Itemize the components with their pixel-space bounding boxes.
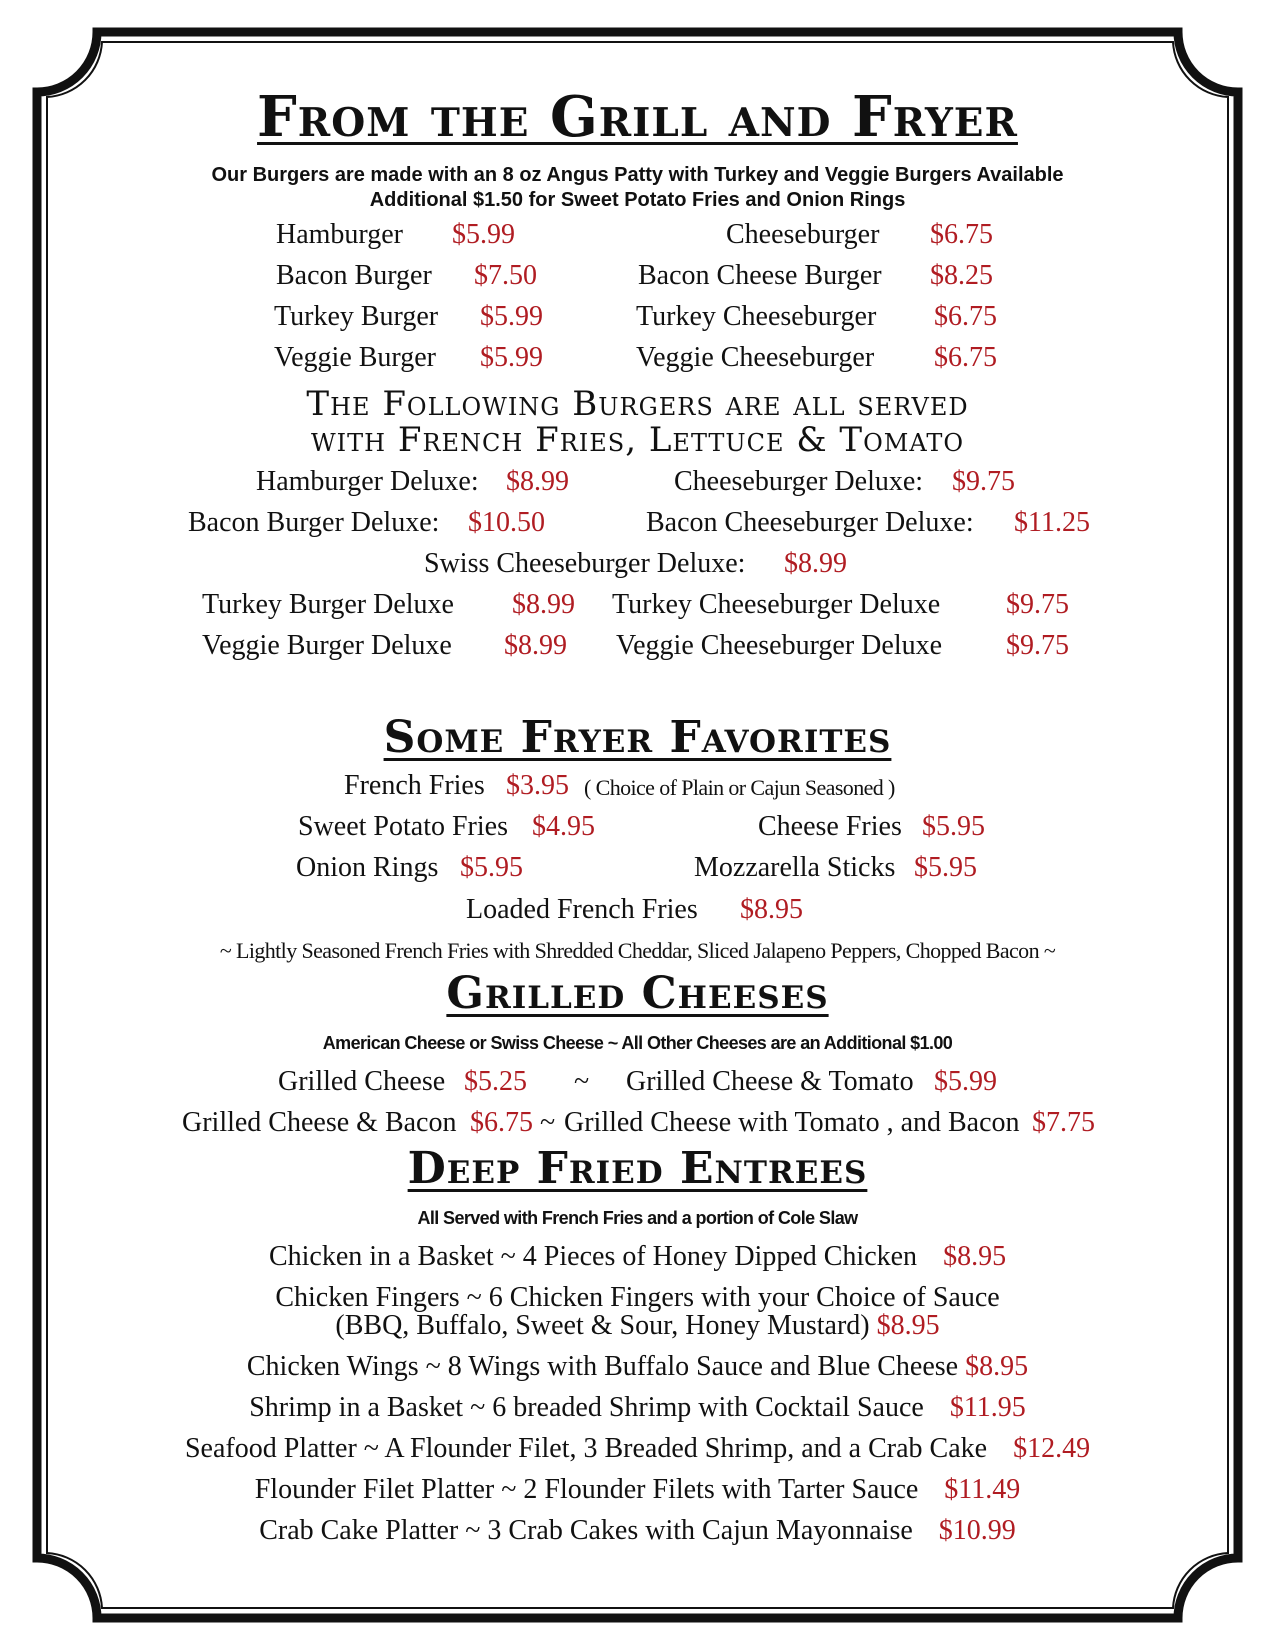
menu-item-name: French Fries xyxy=(344,770,485,801)
menu-item-name: Grilled Cheese xyxy=(278,1066,446,1097)
menu-item-price: $10.50 xyxy=(468,507,545,538)
entree-item-continued xyxy=(0,1310,1275,1342)
menu-item-price: $6.75 xyxy=(934,301,997,332)
menu-item-name: Bacon Cheeseburger Deluxe: xyxy=(646,507,974,538)
menu-item-name: Mozzarella Sticks xyxy=(694,852,896,883)
menu-item-price: $5.95 xyxy=(914,852,977,883)
menu-item-price: $5.99 xyxy=(480,342,543,373)
menu-item-price: $11.49 xyxy=(944,1474,1021,1505)
menu-item-name: Chicken Fingers ~ 6 Chicken Fingers with your Choice of Sauce xyxy=(275,1282,1000,1313)
page-title: From the Grill and Fryer xyxy=(257,84,1018,150)
menu-item-price: $5.99 xyxy=(480,301,543,332)
menu-item-name: Veggie Burger Deluxe xyxy=(202,630,452,661)
deluxe-heading: The Following Burgers are all served xyxy=(306,384,969,424)
menu-item-separator: ~ xyxy=(574,1066,590,1097)
menu-item-price: $6.75 xyxy=(934,342,997,373)
grilled-cheese-note: American Cheese or Swiss Cheese ~ All Other Cheeses are an Additional $1.00 xyxy=(322,1033,953,1053)
menu-item-name: Hamburger Deluxe: xyxy=(256,466,479,497)
menu-item-price: $4.95 xyxy=(532,811,595,842)
menu-item-name: Turkey Cheeseburger Deluxe xyxy=(612,589,941,620)
menu-item-price: $8.95 xyxy=(876,1310,940,1341)
menu-item-price: $9.75 xyxy=(952,466,1015,497)
entree-item xyxy=(0,1392,1275,1424)
menu-item-price: $8.99 xyxy=(506,466,569,497)
menu-item-name: Swiss Cheeseburger Deluxe: xyxy=(424,548,746,579)
menu-item-name: Turkey Cheeseburger xyxy=(636,301,877,332)
entree-item xyxy=(0,1474,1275,1506)
menu-item-price: $8.99 xyxy=(504,630,567,661)
menu-item-name: Sweet Potato Fries xyxy=(298,811,508,842)
menu-item-name: Grilled Cheese with Tomato , and Bacon xyxy=(564,1107,1020,1138)
menu-item-price: $5.99 xyxy=(452,219,515,250)
burger-note: Our Burgers are made with an 8 oz Angus Patty with Turkey and Veggie Burgers Available xyxy=(211,164,1064,186)
menu-item-price: $12.49 xyxy=(1013,1433,1091,1464)
menu-item-price: $8.99 xyxy=(784,548,847,579)
menu-item-separator: ~ xyxy=(540,1107,556,1138)
entree-item xyxy=(0,1515,1275,1547)
menu-item-price: $5.99 xyxy=(934,1066,997,1097)
menu-item-price: $9.75 xyxy=(1006,589,1069,620)
menu-item-price: $6.75 xyxy=(470,1107,533,1138)
menu-item-price: $11.95 xyxy=(949,1392,1026,1423)
burger-note-additional: Additional $1.50 for Sweet Potato Fries and Onion Rings xyxy=(369,189,906,211)
menu-item-price: $11.25 xyxy=(1014,507,1090,538)
menu-item-price: $7.50 xyxy=(474,260,537,291)
menu-item-name: Bacon Burger xyxy=(276,260,432,291)
menu-item-name: Cheeseburger Deluxe: xyxy=(674,466,924,497)
menu-item-name: Chicken in a Basket ~ 4 Pieces of Honey Dipped Chicken xyxy=(268,1241,918,1272)
fries-seasoning-note: ( Choice of Plain or Cajun Seasoned ) xyxy=(584,775,895,800)
menu-item-name: Seafood Platter ~ A Flounder Filet, 3 Breaded Shrimp, and a Crab Cake xyxy=(184,1433,988,1464)
menu-item-name: Flounder Filet Platter ~ 2 Flounder Filets with Tarter Sauce xyxy=(254,1474,919,1505)
menu-item-price: $8.95 xyxy=(740,894,803,925)
menu-item-price: $7.75 xyxy=(1032,1107,1095,1138)
entree-item xyxy=(0,1433,1275,1465)
entrees-note: All Served with French Fries and a portion of Cole Slaw xyxy=(417,1208,858,1228)
loaded-fries-description: ~ Lightly Seasoned French Fries with Shredded Cheddar, Sliced Jalapeno Peppers, Chopped Bacon ~ xyxy=(219,938,1056,963)
menu-item-name: Turkey Burger xyxy=(274,301,439,332)
menu-item-price: $8.95 xyxy=(943,1241,1007,1272)
menu-item-name: Hamburger xyxy=(276,219,403,250)
menu-item-price: $5.25 xyxy=(464,1066,527,1097)
menu-item-price: $6.75 xyxy=(930,219,993,250)
menu-item-price: $3.95 xyxy=(506,770,569,801)
menu-item-price: $8.95 xyxy=(965,1351,1029,1382)
menu-item-price: $5.95 xyxy=(460,852,523,883)
menu-item-name: Bacon Cheese Burger xyxy=(638,260,882,291)
grilled-section-title: Grilled Cheeses xyxy=(446,968,829,1019)
menu-item-name: Veggie Cheeseburger Deluxe xyxy=(616,630,943,661)
menu-item-name: Veggie Cheeseburger xyxy=(636,342,875,373)
menu-item-name: Veggie Burger xyxy=(274,342,436,373)
menu-item-name: Crab Cake Platter ~ 3 Crab Cakes with Cajun Mayonnaise xyxy=(259,1515,913,1546)
entrees-section-title: Deep Fried Entrees xyxy=(407,1143,868,1194)
menu-item-name: Grilled Cheese & Tomato xyxy=(626,1066,914,1097)
entree-item xyxy=(0,1351,1275,1383)
menu-item-price: $9.75 xyxy=(1006,630,1069,661)
menu-item-name: Grilled Cheese & Bacon xyxy=(182,1107,457,1138)
menu-item-price: $10.99 xyxy=(938,1515,1016,1546)
menu-item-name: Cheeseburger xyxy=(726,219,880,250)
menu-item-name: Loaded French Fries xyxy=(466,894,698,925)
entree-item xyxy=(0,1241,1275,1273)
menu-item-name: Shrimp in a Basket ~ 6 breaded Shrimp with Cocktail Sauce xyxy=(249,1392,924,1423)
menu-item-price: $5.95 xyxy=(922,811,985,842)
deluxe-heading-line2: with French Fries, Lettuce & Tomato xyxy=(310,420,965,460)
fryer-section-title: Some Fryer Favorites xyxy=(383,712,892,763)
menu-item-name: Chicken Wings ~ 8 Wings with Buffalo Sauce and Blue Cheese xyxy=(246,1351,959,1382)
menu-item-name: Turkey Burger Deluxe xyxy=(202,589,454,620)
menu-item-price: $8.99 xyxy=(512,589,575,620)
menu-item-price: $8.25 xyxy=(930,260,993,291)
menu-item-name: Cheese Fries xyxy=(758,811,902,842)
sauce-choices: (BBQ, Buffalo, Sweet & Sour, Honey Mustard) xyxy=(335,1310,870,1341)
menu-item-name: Bacon Burger Deluxe: xyxy=(188,507,440,538)
menu-item-name: Onion Rings xyxy=(296,852,439,883)
